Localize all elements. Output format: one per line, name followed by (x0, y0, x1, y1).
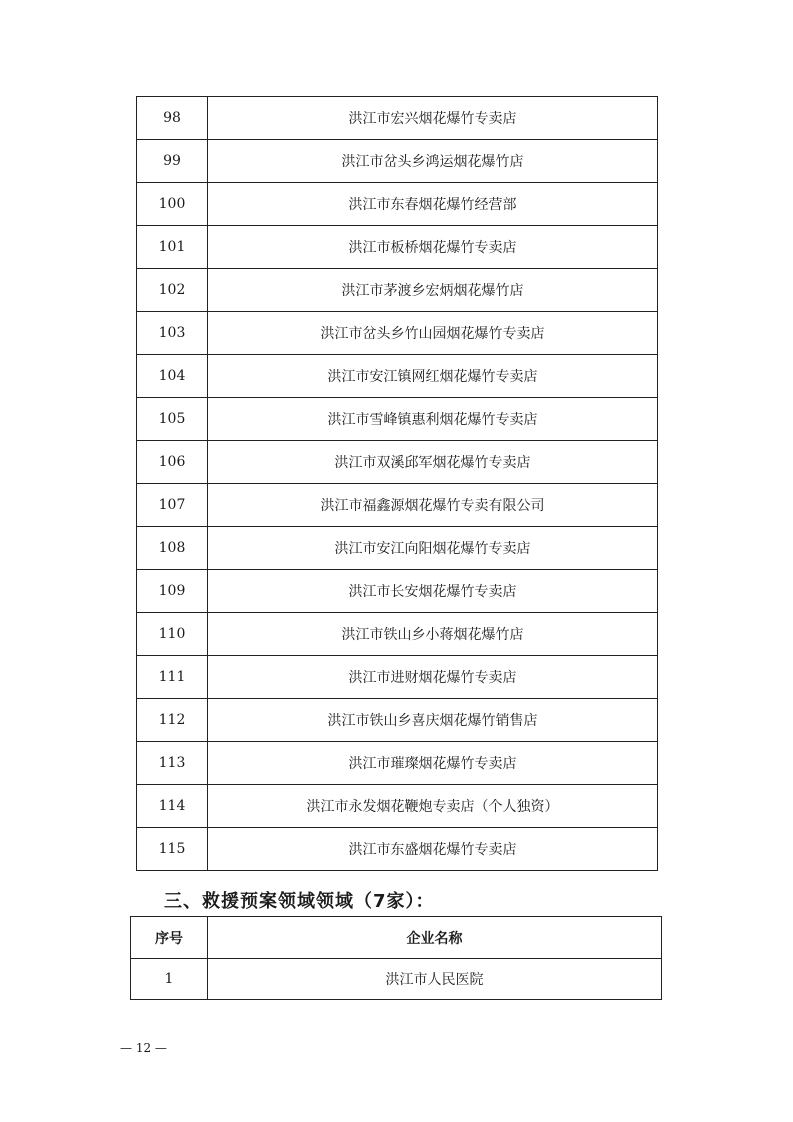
row-number: 115 (137, 828, 208, 871)
enterprise-name: 洪江市雪峰镇惠利烟花爆竹专卖店 (208, 398, 658, 441)
header-enterprise-name: 企业名称 (208, 917, 662, 959)
enterprise-name: 洪江市安江镇网红烟花爆竹专卖店 (208, 355, 658, 398)
table-row (137, 570, 658, 613)
enterprise-name: 洪江市板桥烟花爆竹专卖店 (208, 226, 658, 269)
row-number: 113 (137, 742, 208, 785)
row-number: 112 (137, 699, 208, 742)
row-number: 100 (137, 183, 208, 226)
enterprise-table-continued (136, 96, 658, 871)
enterprise-name: 洪江市岔头乡竹山园烟花爆竹专卖店 (208, 312, 658, 355)
table-header-row (131, 917, 662, 959)
enterprise-name: 洪江市人民医院 (208, 959, 662, 1000)
enterprise-name: 洪江市双溪邱军烟花爆竹专卖店 (208, 441, 658, 484)
table-row (137, 699, 658, 742)
table-row (137, 226, 658, 269)
table-row (137, 527, 658, 570)
row-number: 98 (137, 97, 208, 140)
table-row (137, 742, 658, 785)
row-number: 108 (137, 527, 208, 570)
table-row (137, 97, 658, 140)
row-number: 111 (137, 656, 208, 699)
table-row (137, 398, 658, 441)
row-number: 1 (131, 959, 208, 1000)
row-number: 101 (137, 226, 208, 269)
table-row (137, 183, 658, 226)
row-number: 107 (137, 484, 208, 527)
enterprise-name: 洪江市长安烟花爆竹专卖店 (208, 570, 658, 613)
enterprise-name: 洪江市东春烟花爆竹经营部 (208, 183, 658, 226)
table-row (137, 484, 658, 527)
table-row (137, 785, 658, 828)
table-row (137, 355, 658, 398)
enterprise-name: 洪江市岔头乡鸿运烟花爆竹店 (208, 140, 658, 183)
row-number: 110 (137, 613, 208, 656)
header-serial-number: 序号 (131, 917, 208, 959)
enterprise-name: 洪江市铁山乡小蒋烟花爆竹店 (208, 613, 658, 656)
row-number: 105 (137, 398, 208, 441)
enterprise-name: 洪江市永发烟花鞭炮专卖店（个人独资） (208, 785, 658, 828)
table-row (137, 613, 658, 656)
enterprise-name: 洪江市进财烟花爆竹专卖店 (208, 656, 658, 699)
enterprise-name: 洪江市铁山乡喜庆烟花爆竹销售店 (208, 699, 658, 742)
rescue-plan-table (130, 916, 662, 1000)
row-number: 114 (137, 785, 208, 828)
row-number: 103 (137, 312, 208, 355)
table-row (137, 312, 658, 355)
row-number: 106 (137, 441, 208, 484)
enterprise-name: 洪江市宏兴烟花爆竹专卖店 (208, 97, 658, 140)
page-number: — 12 — (120, 1041, 167, 1055)
row-number: 102 (137, 269, 208, 312)
table-row (137, 441, 658, 484)
enterprise-name: 洪江市茅渡乡宏炳烟花爆竹店 (208, 269, 658, 312)
table-row (131, 959, 662, 1000)
row-number: 104 (137, 355, 208, 398)
table-row (137, 656, 658, 699)
table-row (137, 269, 658, 312)
row-number: 109 (137, 570, 208, 613)
row-number: 99 (137, 140, 208, 183)
enterprise-name: 洪江市安江向阳烟花爆竹专卖店 (208, 527, 658, 570)
table-row (137, 828, 658, 871)
enterprise-name: 洪江市福鑫源烟花爆竹专卖有限公司 (208, 484, 658, 527)
section-title: 三、救援预案领域领域（7家）： (164, 891, 435, 912)
enterprise-name: 洪江市东盛烟花爆竹专卖店 (208, 828, 658, 871)
table-row (137, 140, 658, 183)
enterprise-name: 洪江市璀璨烟花爆竹专卖店 (208, 742, 658, 785)
